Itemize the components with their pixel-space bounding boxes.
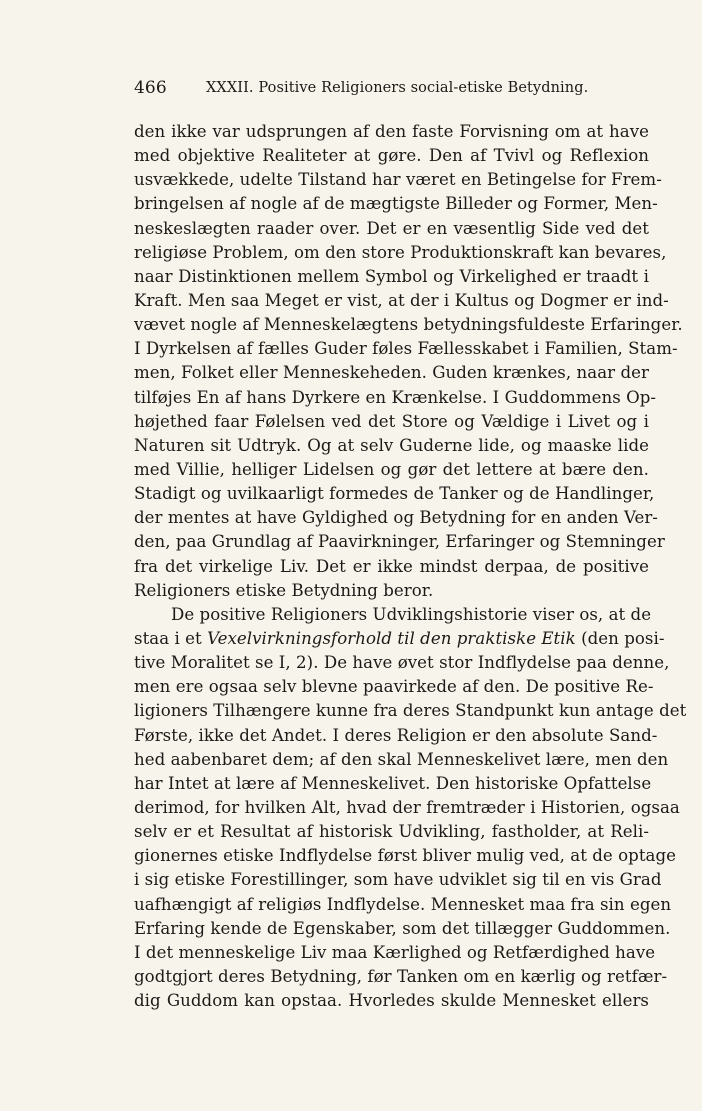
- text-segment: godtgjort deres Betydning, før Tanken om en kærlig og retfær-: [134, 966, 668, 986]
- text-line: [134, 893, 672, 917]
- text-segment: hed aabenbaret dem; af den skal Menneskelivet lære, men den: [134, 749, 669, 769]
- text-line: [134, 120, 649, 144]
- italic-phrase: Vexelvirkningsforhold til den praktiske Etik: [207, 628, 576, 648]
- text-line: [134, 627, 665, 651]
- text-line: [134, 192, 658, 216]
- text-segment: men ere ogsaa selv blevne paavirkede af den. De positive Re-: [134, 677, 654, 697]
- text-line: [134, 410, 649, 434]
- text-line: [134, 868, 662, 892]
- text-segment: med Villie, helliger Lidelsen og gør det lettere at bære den.: [134, 459, 649, 479]
- text-line: [134, 917, 671, 941]
- text-segment: den, paa Grundlag af Paavirkninger, Erfaringer og Stemninger: [134, 532, 665, 552]
- text-segment: tive Moralitet se I, 2). De have øvet stor Indflydelse paa denne,: [134, 653, 670, 673]
- text-line: [134, 699, 687, 723]
- text-line: [134, 724, 658, 748]
- text-segment: tilføjes En af hans Dyrkere en Krænkelse. I Guddommens Op-: [134, 387, 657, 407]
- text-segment: Kraft. Men saa Meget er vist, at der i Kultus og Dogmer er ind-: [134, 290, 669, 310]
- text-line: [134, 482, 655, 506]
- text-segment: derimod, for hvilken Alt, hvad der fremtræder i Historien, ogsaa: [134, 797, 680, 817]
- text-segment: bringelsen af nogle af de mægtigste Billeder og Former, Men-: [134, 194, 658, 214]
- text-segment: uafhængigt af religiøs Indflydelse. Mennesket maa fra sin egen: [134, 894, 672, 914]
- text-line: [134, 506, 658, 530]
- page-number: 466: [134, 78, 167, 98]
- text-line: [134, 434, 649, 458]
- text-segment: Religioners etiske Betydning beror.: [134, 580, 434, 600]
- text-segment: fra det virkelige Liv. Det er ikke mindst derpaa, de positive: [134, 556, 649, 576]
- text-line: [134, 361, 649, 385]
- text-segment: usvækkede, udelte Tilstand har været en Betingelse for Frem-: [134, 170, 662, 190]
- text-segment: har Intet at lære af Menneskelivet. Den historiske Opfattelse: [134, 773, 652, 793]
- text-line: [134, 337, 678, 361]
- text-segment: Naturen sit Udtryk. Og at selv Guderne lide, og maaske lide: [134, 435, 649, 455]
- text-segment: vævet nogle af Menneskelægtens betydningsfuldeste Erfaringer.: [134, 315, 683, 335]
- text-line: [134, 458, 649, 482]
- text-line: [134, 289, 669, 313]
- text-segment: religiøse Problem, om den store Produktionskraft kan bevares,: [134, 242, 667, 262]
- text-segment: Erfaring kende de Egenskaber, som det tillægger Guddommen.: [134, 918, 671, 938]
- text-segment: dig Guddom kan opstaa. Hvorledes skulde Mennesket ellers: [134, 991, 649, 1011]
- text-line: [134, 168, 662, 192]
- text-segment: naar Distinktionen mellem Symbol og Virkelighed er traadt i: [134, 266, 649, 286]
- text-segment: i sig etiske Forestillinger, som have udviklet sig til en vis Grad: [134, 870, 662, 890]
- text-segment: ligioners Tilhængere kunne fra deres Standpunkt kun antage det: [134, 701, 687, 721]
- text-segment: I Dyrkelsen af fælles Guder føles Fællesskabet i Familien, Stam-: [134, 339, 678, 359]
- text-segment: selv er et Resultat af historisk Udvikling, fastholder, at Reli-: [134, 822, 649, 842]
- text-line: [134, 555, 649, 579]
- text-line: [134, 241, 667, 265]
- text-line: [134, 144, 649, 168]
- page-header: [134, 78, 649, 102]
- text-line: [134, 989, 649, 1013]
- text-segment: Stadigt og uvilkaarligt formedes de Tanker og de Handlinger,: [134, 484, 655, 504]
- text-segment: (den posi-: [575, 628, 665, 648]
- text-line: [134, 530, 665, 554]
- text-segment: gionernes etiske Indflydelse først bliver mulig ved, at de optage: [134, 846, 677, 866]
- text-segment: I det menneskelige Liv maa Kærlighed og Retfærdighed have: [134, 942, 656, 962]
- body-text: [134, 120, 687, 1013]
- text-line: [134, 313, 683, 337]
- text-segment: men, Folket eller Menneskeheden. Guden krænkes, naar der: [134, 363, 649, 383]
- text-line: [134, 386, 657, 410]
- text-line: [134, 820, 649, 844]
- text-segment: neskeslægten raader over. Det er en væsentlig Side ved det: [134, 218, 649, 238]
- text-segment: den ikke var udsprungen af den faste Forvisning om at have: [134, 122, 649, 141]
- text-segment: med objektive Realiteter at gøre. Den af Tvivl og Reflexion: [134, 146, 649, 166]
- text-segment: De positive Religioners Udviklingshistorie viser os, at de: [171, 604, 652, 624]
- text-line: [134, 941, 656, 965]
- text-line: [134, 217, 649, 241]
- text-segment: Første, ikke det Andet. I deres Religion er den absolute Sand-: [134, 725, 658, 745]
- text-line: [134, 675, 654, 699]
- text-line: [134, 844, 677, 868]
- text-line: [134, 772, 652, 796]
- text-segment: staa i et: [134, 628, 208, 648]
- text-segment: der mentes at have Gyldighed og Betydning for en anden Ver-: [134, 508, 658, 528]
- text-line: [134, 965, 668, 989]
- text-segment: højethed faar Følelsen ved det Store og Vældige i Livet og i: [134, 411, 649, 431]
- text-line: [134, 265, 649, 289]
- text-line: [134, 603, 652, 627]
- text-line: [134, 796, 680, 820]
- running-title: XXXII. Positive Religioners social-etiske Betydning.: [206, 80, 589, 96]
- text-line: [134, 651, 670, 675]
- text-line: [134, 579, 649, 603]
- text-line: [134, 748, 669, 772]
